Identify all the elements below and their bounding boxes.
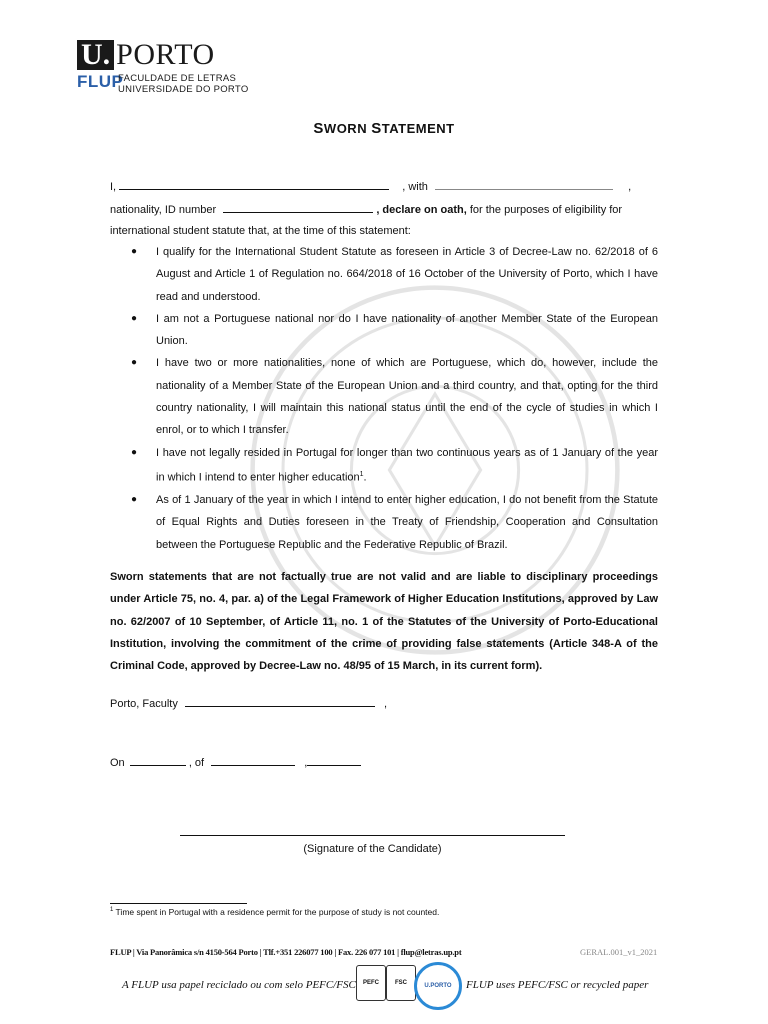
- nationality-line: nationality, ID number , declare on oath, for the purposes of eligibility for: [110, 201, 658, 217]
- year-field[interactable]: [307, 754, 361, 766]
- uporto-seal-icon: U.PORTO: [414, 962, 462, 1010]
- month-field[interactable]: [211, 754, 295, 766]
- list-item: ● As of 1 January of the year in which I intend to enter higher education, I do not benefit from the Statute of Equal Rights and Duties foreseen in the Treaty of Friendship, Cooperation and Consultation between the Portuguese Republic and the Federative Republic of Brazil.: [110, 489, 658, 556]
- place-line: Porto, Faculty ,: [110, 695, 387, 711]
- logo-flup: FLUP: [77, 72, 124, 91]
- eco-note-en: FLUP uses PEFC/FSC or recycled paper: [466, 979, 649, 991]
- faculty-line-1: FACULDADE DE LETRAS: [118, 73, 237, 84]
- eligibility-list: [110, 241, 658, 556]
- bullet-icon: ●: [131, 493, 138, 505]
- logo-u: U.: [77, 40, 114, 70]
- legal-warning: Sworn statements that are not factually true are not valid and are liable to disciplinary proceedings under Article 75, no. 4, par. a) of the Legal Framework of Higher Education Institutions, approved by Law no. 62/2007 of 10 September, of Article 11, no. 1 of the Statutes of the University of Porto-Educational Institution, involving the commitment of the crime of providing false statements (Article 348-A of the Criminal Code, approved by Decree-Law no. 48/95 of 15 March, in its current form).: [110, 571, 658, 673]
- date-line: On , of ,: [110, 754, 361, 770]
- day-field[interactable]: [130, 754, 186, 766]
- list-item: ● I have two or more nationalities, none of which are Portuguese, which do, however, include the nationality of a Member State of the European Union and a third country, and that, opting for the third country nationality, I will maintain this national status until the end of the cycle of studies in which I enrol, or to which I transfer.: [110, 352, 658, 441]
- footer-address: FLUP | Via Panorâmica s/n 4150-564 Porto | Tlf.+351 226077 100 | Fax. 226 077 101 | flup@letras.up.pt: [110, 947, 462, 957]
- document-title: SWORN STATEMENT: [313, 120, 455, 137]
- pefc-logo-icon: PEFC: [356, 965, 386, 1001]
- logo-porto: PORTO: [116, 38, 215, 71]
- list-item: ● I have not legally resided in Portugal for longer than two continuous years as of 1 January of the year in which I intend to enter higher education$^1$.: [110, 442, 658, 489]
- signature-field[interactable]: [180, 835, 565, 836]
- with-field[interactable]: [435, 178, 613, 190]
- eco-note-pt: A FLUP usa papel reciclado ou com selo PEFC/FSC: [122, 979, 356, 991]
- fsc-logo-icon: FSC: [386, 965, 416, 1001]
- list-item: ● I am not a Portuguese national nor do I have nationality of another Member State of the European Union.: [110, 308, 658, 353]
- id-number-field[interactable]: [223, 201, 373, 213]
- name-field[interactable]: [119, 178, 389, 190]
- bullet-icon: ●: [131, 246, 138, 257]
- faculty-field[interactable]: [185, 695, 375, 707]
- intro-line: international student statute that, at the time of this statement:: [110, 225, 411, 237]
- bullet-icon: ●: [131, 446, 138, 458]
- faculty-line-2: UNIVERSIDADE DO PORTO: [118, 84, 249, 95]
- uporto-logo: [77, 40, 215, 70]
- document-code: GERAL.001_v1_2021: [580, 947, 658, 957]
- signature-label: (Signature of the Candidate): [303, 843, 442, 855]
- bullet-icon: ●: [131, 312, 138, 324]
- footnote: $^1$ Time spent in Portugal with a residence permit for the purpose of study is not counted.: [110, 907, 440, 917]
- list-item: ● I qualify for the International Student Statute as foreseen in Article 3 of Decree-Law no. 62/2018 of 6 August and Article 1 of Regulation no. 664/2018 of 16 October of the University of Porto, which I have read and understood.: [110, 241, 658, 308]
- footnote-divider: [110, 903, 247, 904]
- faculty-name: [118, 73, 249, 95]
- bullet-icon: ●: [131, 357, 138, 369]
- name-line: I, , with ,: [110, 178, 631, 194]
